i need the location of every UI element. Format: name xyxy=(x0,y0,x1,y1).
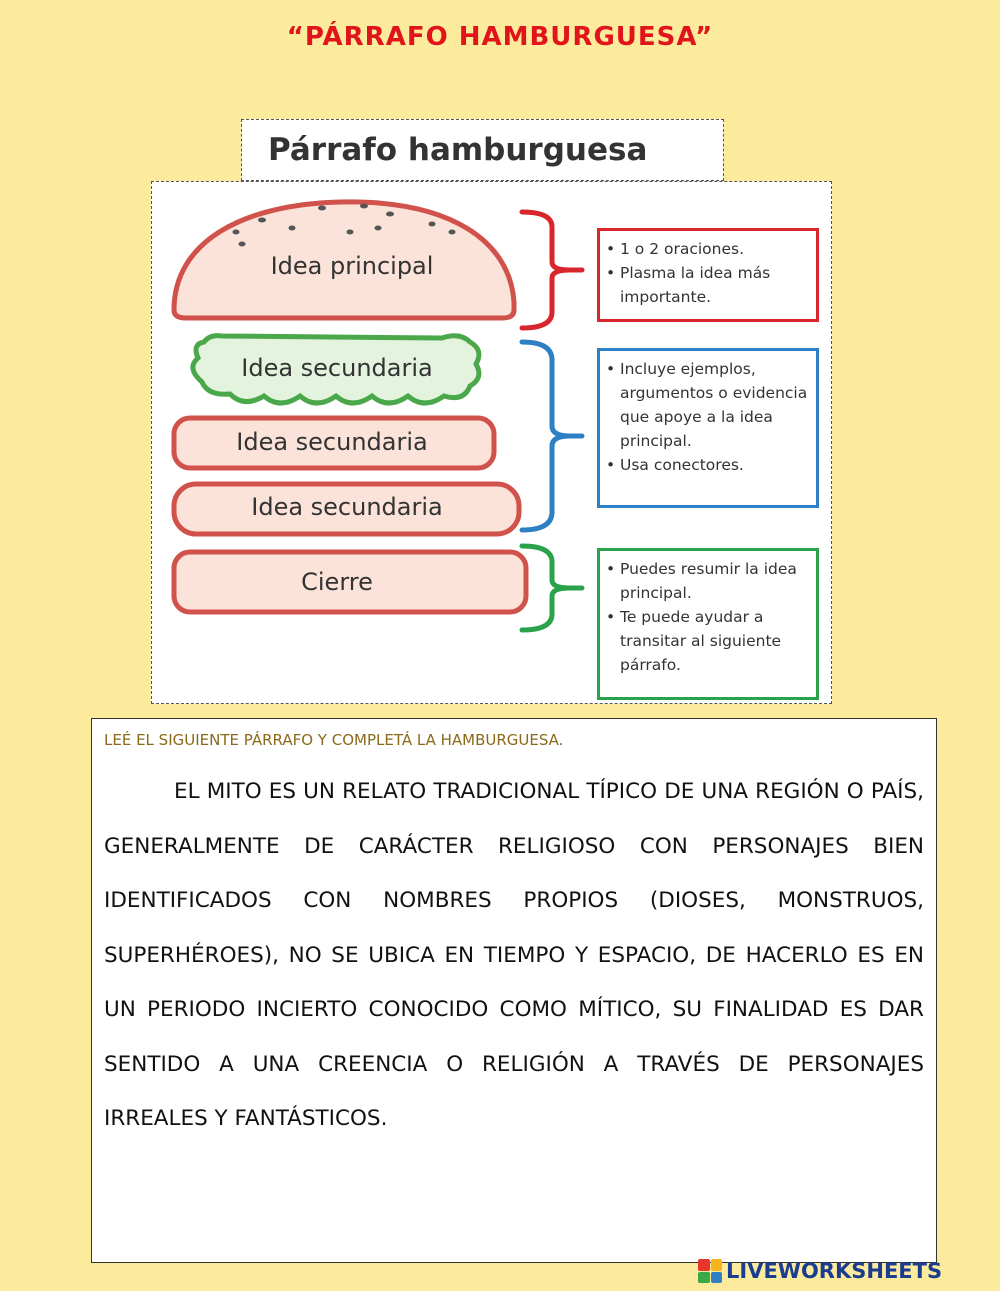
note-item: • Te puede ayudar a transitar al siguiente párrafo. xyxy=(620,605,810,677)
liveworksheets-logo-icon xyxy=(698,1259,722,1283)
hamburger-illustration xyxy=(151,181,832,704)
lettuce-label: Idea secundaria xyxy=(241,354,433,382)
note-item: • Usa conectores. xyxy=(620,453,810,477)
blue-bracket xyxy=(522,342,582,530)
note-item: • Incluye ejemplos, argumentos o evidencia que apoye a la idea principal. xyxy=(620,357,810,453)
note-item: • Puedes resumir la idea principal. xyxy=(620,557,810,605)
liveworksheets-brand[interactable] xyxy=(698,1256,942,1286)
note-item: • 1 o 2 oraciones. xyxy=(620,237,810,261)
main-idea-note xyxy=(597,228,819,322)
reading-box xyxy=(91,718,937,1263)
red-bracket xyxy=(522,212,582,328)
note-item: • Plasma la idea más importante. xyxy=(620,261,810,309)
top-bun-label: Idea principal xyxy=(270,252,434,280)
illustration-title: Párrafo hamburguesa xyxy=(241,119,724,181)
patty-1-label: Idea secundaria xyxy=(236,428,428,456)
myth-paragraph: EL MITO ES UN RELATO TRADICIONAL TÍPICO DE UNA REGIÓN O PAÍS, GENERALMENTE DE CARÁCTER RELIGIOSO CON PERSONAJES BIEN IDENTIFICADOS CON NOMBRES PROPIOS (DIOSES, MONSTRUOS, SUPERHÉROES), NO SE UBICA EN TIEMPO Y ESPACIO, DE HACERLO ES EN UN PERIODO INCIERTO CONOCIDO COMO MÍTICO, SU FINALIDAD ES DAR SENTIDO A UNA CREENCIA O RELIGIÓN A TRAVÉS DE PERSONAJES IRREALES Y FANTÁSTICOS. xyxy=(104,779,924,1131)
page-title: “PÁRRAFO HAMBURGUESA” xyxy=(286,22,714,52)
brand-name: LIVEWORKSHEETS xyxy=(726,1259,943,1283)
closing-note xyxy=(597,548,819,700)
instruction-text: LEÉ EL SIGUIENTE PÁRRAFO Y COMPLETÁ LA HAMBURGUESA. xyxy=(104,731,564,749)
patty-2-label: Idea secundaria xyxy=(251,493,443,521)
bottom-bun-label: Cierre xyxy=(301,568,373,596)
green-bracket xyxy=(522,546,582,630)
secondary-idea-note xyxy=(597,348,819,508)
